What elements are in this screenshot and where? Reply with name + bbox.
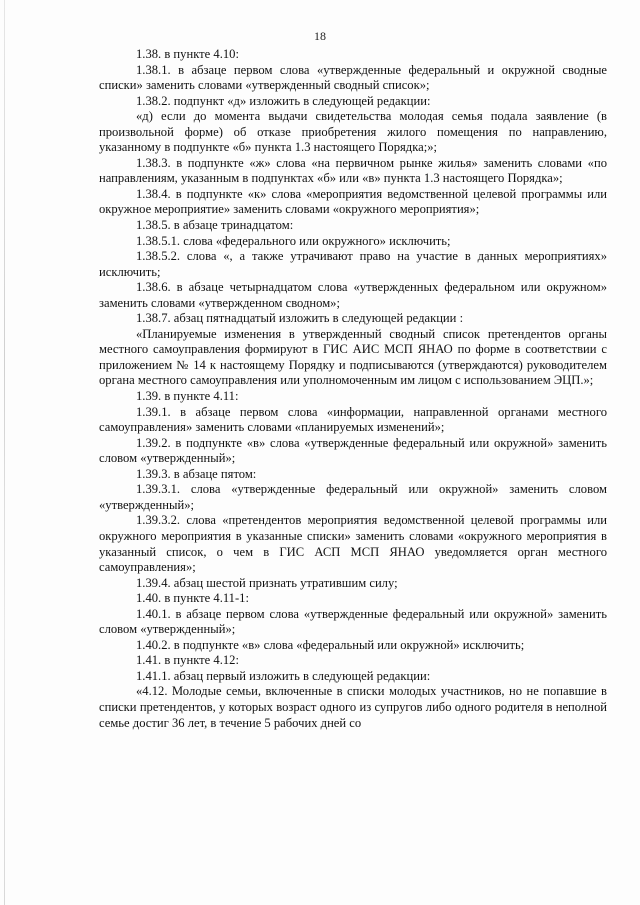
paragraph: 1.41. в пункте 4.12:	[136, 653, 239, 668]
paragraph: 1.38.1. в абзаце первом слова «утвержденные федеральный и окружной сводные списки» заменить словами «утвержденный сводный список»;	[99, 62, 607, 93]
paragraph: «Планируемые изменения в утвержденный сводный список претендентов органы местного самоуправления формируют в ГИС АИС МСП ЯНАО по форме в соответствии с приложением № 14 к настоящему Порядку и подписываются (утверждаются) руководителем органа местного самоуправления или уполномоченным им лицом с использованием ЭЦП.»;	[99, 326, 607, 388]
paragraph: 1.38.5. в абзаце тринадцатом:	[136, 218, 294, 233]
page-number: 18	[314, 29, 326, 43]
paragraph: 1.40.2. в подпункте «в» слова «федеральный или окружной» исключить;	[136, 637, 525, 652]
paragraph: 1.38.3. в подпункте «ж» слова «на первичном рынке жилья» заменить словами «по направлениям, указанным в подпунктах «б» или «в» пункта 1.3 настоящего Порядка»;	[99, 155, 607, 186]
scan-margin-line	[4, 0, 5, 905]
document-body	[99, 47, 607, 731]
paragraph: 1.39.4. абзац шестой признать утратившим силу;	[136, 575, 398, 590]
paragraph: 1.38. в пункте 4.10:	[136, 47, 239, 61]
paragraph: 1.39. в пункте 4.11:	[136, 389, 239, 404]
paragraph: «4.12. Молодые семьи, включенные в списки молодых участников, но не попавшие в списки претендентов, у которых возраст одного из супругов либо одного родителя в неполной семье достиг 36 лет, в течение 5 рабочих дней со	[99, 684, 607, 730]
paragraph: 1.39.3.2. слова «претендентов мероприятия ведомственной целевой программы или окружного мероприятия в указанные списки» заменить словами «окружного мероприятия в указанный список, о чем в ГИС АСП МСП ЯНАО уведомляется орган местного самоуправления»;	[99, 513, 607, 575]
paragraph: 1.39.3. в абзаце пятом:	[136, 466, 257, 481]
paragraph: 1.40. в пункте 4.11-1:	[136, 591, 249, 606]
paragraph: 1.38.6. в абзаце четырнадцатом слова «утвержденных федеральном или окружном» заменить словами «утвержденном сводном»;	[99, 280, 607, 310]
paragraph: 1.38.7. абзац пятнадцатый изложить в следующей редакции :	[136, 311, 464, 326]
paragraph: 1.41.1. абзац первый изложить в следующей редакции:	[136, 668, 431, 683]
paragraph: 1.39.3.1. слова «утвержденные федеральный или окружной» заменить словом «утвержденный»;	[99, 482, 607, 512]
paragraph: 1.38.2. подпункт «д» изложить в следующей редакции:	[136, 93, 431, 108]
paragraph: 1.39.2. в подпункте «в» слова «утвержденные федеральный или окружной» заменить словом «утвержденный»;	[99, 435, 607, 466]
paragraph: 1.38.4. в подпункте «к» слова «мероприятия ведомственной целевой программы или окружное мероприятие» заменить словами «окружного мероприятия»;	[99, 186, 607, 217]
paragraph: 1.39.1. в абзаце первом слова «информации, направленной органами местного самоуправления» заменить словами «планируемых изменений»;	[99, 404, 607, 435]
paragraph: 1.38.5.2. слова «, а также утрачивают право на участие в данных мероприятиях» исключить;	[99, 249, 607, 279]
paragraph: 1.38.5.1. слова «федерального или окружного» исключить;	[136, 233, 451, 248]
paragraph: 1.40.1. в абзаце первом слова «утвержденные федеральный или окружной» заменить словом «утвержденный»;	[99, 606, 607, 637]
paragraph: «д) если до момента выдачи свидетельства молодая семья подала заявление (в произвольной форме) об отказе приобретения жилого помещения по направлению, указанному в подпункте «б» пункта 1.3 настоящего Порядка;»;	[99, 109, 607, 155]
